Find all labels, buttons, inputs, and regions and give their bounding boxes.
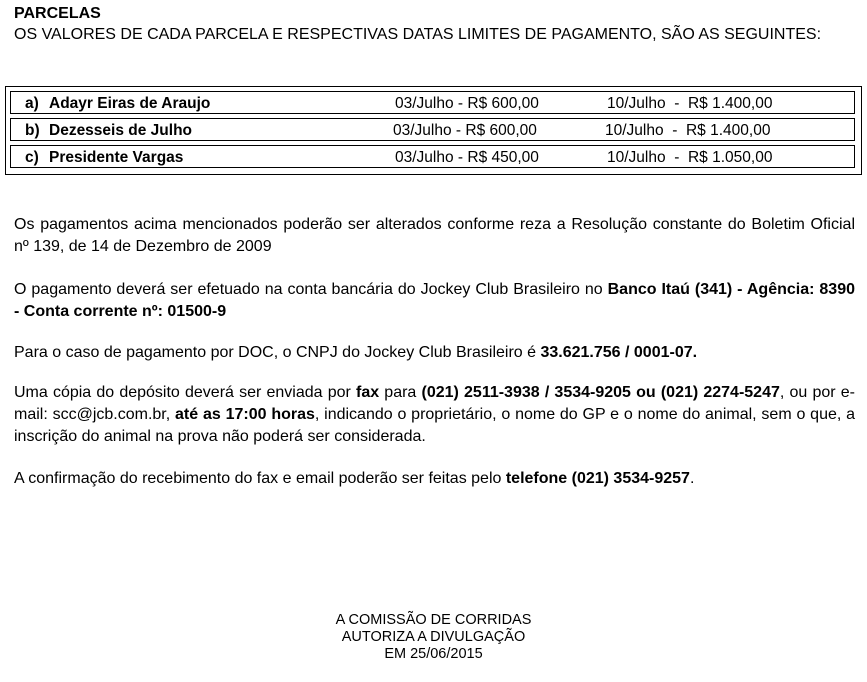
confirmation-phone: telefone (021) 3534-9257	[505, 470, 690, 487]
installment-row	[10, 91, 855, 114]
race-name: Dezesseis de Julho	[49, 122, 193, 139]
confirmation-period: .	[689, 470, 695, 487]
paragraph-confirmation	[14, 468, 855, 490]
paragraph-resolution	[14, 214, 855, 258]
first-installment: 03/Julho - R$ 600,00	[393, 122, 537, 139]
email-text: , ou por e-mail: scc@jcb.com.br,	[14, 384, 855, 423]
second-installment: 10/Julho - R$ 1.400,00	[607, 95, 773, 112]
footer-line-2: AUTORIZA A DIVULGAÇÃO	[341, 629, 526, 645]
second-installment: 10/Julho - R$ 1.400,00	[605, 122, 771, 139]
row-letter: c)	[25, 149, 39, 166]
footer-line-3: EM 25/06/2015	[384, 646, 483, 662]
race-name: Adayr Eiras de Araujo	[49, 95, 211, 112]
first-installment: 03/Julho - R$ 600,00	[395, 95, 539, 112]
intro-text: OS VALORES DE CADA PARCELA E RESPECTIVAS DATAS LIMITES DE PAGAMENTO, SÃO AS SEGUINTES:	[14, 26, 822, 43]
section-title: PARCELAS	[14, 5, 101, 22]
fax-text: Uma cópia do depósito deverá ser enviada por	[14, 384, 351, 401]
installment-row	[10, 145, 855, 168]
confirmation-text: A confirmação do recebimento do fax e email poderão ser feitas pelo	[14, 470, 502, 487]
race-name: Presidente Vargas	[49, 149, 184, 166]
installment-row	[10, 118, 855, 141]
fax-label: fax	[356, 384, 380, 401]
footer-line-1: A COMISSÃO DE CORRIDAS	[335, 612, 532, 628]
row-letter: b)	[25, 122, 40, 139]
paragraph-bank-account	[14, 279, 855, 323]
paragraph-fax	[14, 382, 855, 448]
installments-table	[5, 86, 862, 175]
bank-details: Banco Itaú (341) - Agência: 8390 - Conta corrente nº: 01500-9	[14, 281, 855, 320]
deadline-time: até as 17:00 horas	[175, 406, 315, 423]
second-installment: 10/Julho - R$ 1.050,00	[607, 149, 773, 166]
row-letter: a)	[25, 95, 39, 112]
fax-numbers: (021) 2511-3938 / 3534-9205 ou (021) 2274-5247	[421, 384, 780, 401]
resolution-text: Os pagamentos acima mencionados poderão ser alterados conforme reza a Resolução constante do Boletim Oficial nº 139, de 14 de Dezembro de 2009	[14, 216, 855, 255]
footer-authorization	[0, 612, 867, 663]
cnpj-text: Para o caso de pagamento por DOC, o CNPJ do Jockey Club Brasileiro é	[14, 344, 537, 361]
cnpj-number: 33.621.756 / 0001-07.	[540, 344, 698, 361]
fax-text-3: , indicando o proprietário, o nome do GP e o nome do animal, sem o que, a inscrição do animal na prova não poderá ser considerada.	[14, 406, 856, 445]
bank-text: O pagamento deverá ser efetuado na conta bancária do Jockey Club Brasileiro no	[14, 281, 603, 298]
first-installment: 03/Julho - R$ 450,00	[395, 149, 539, 166]
fax-text-2: para	[384, 384, 417, 401]
paragraph-cnpj	[14, 342, 855, 364]
